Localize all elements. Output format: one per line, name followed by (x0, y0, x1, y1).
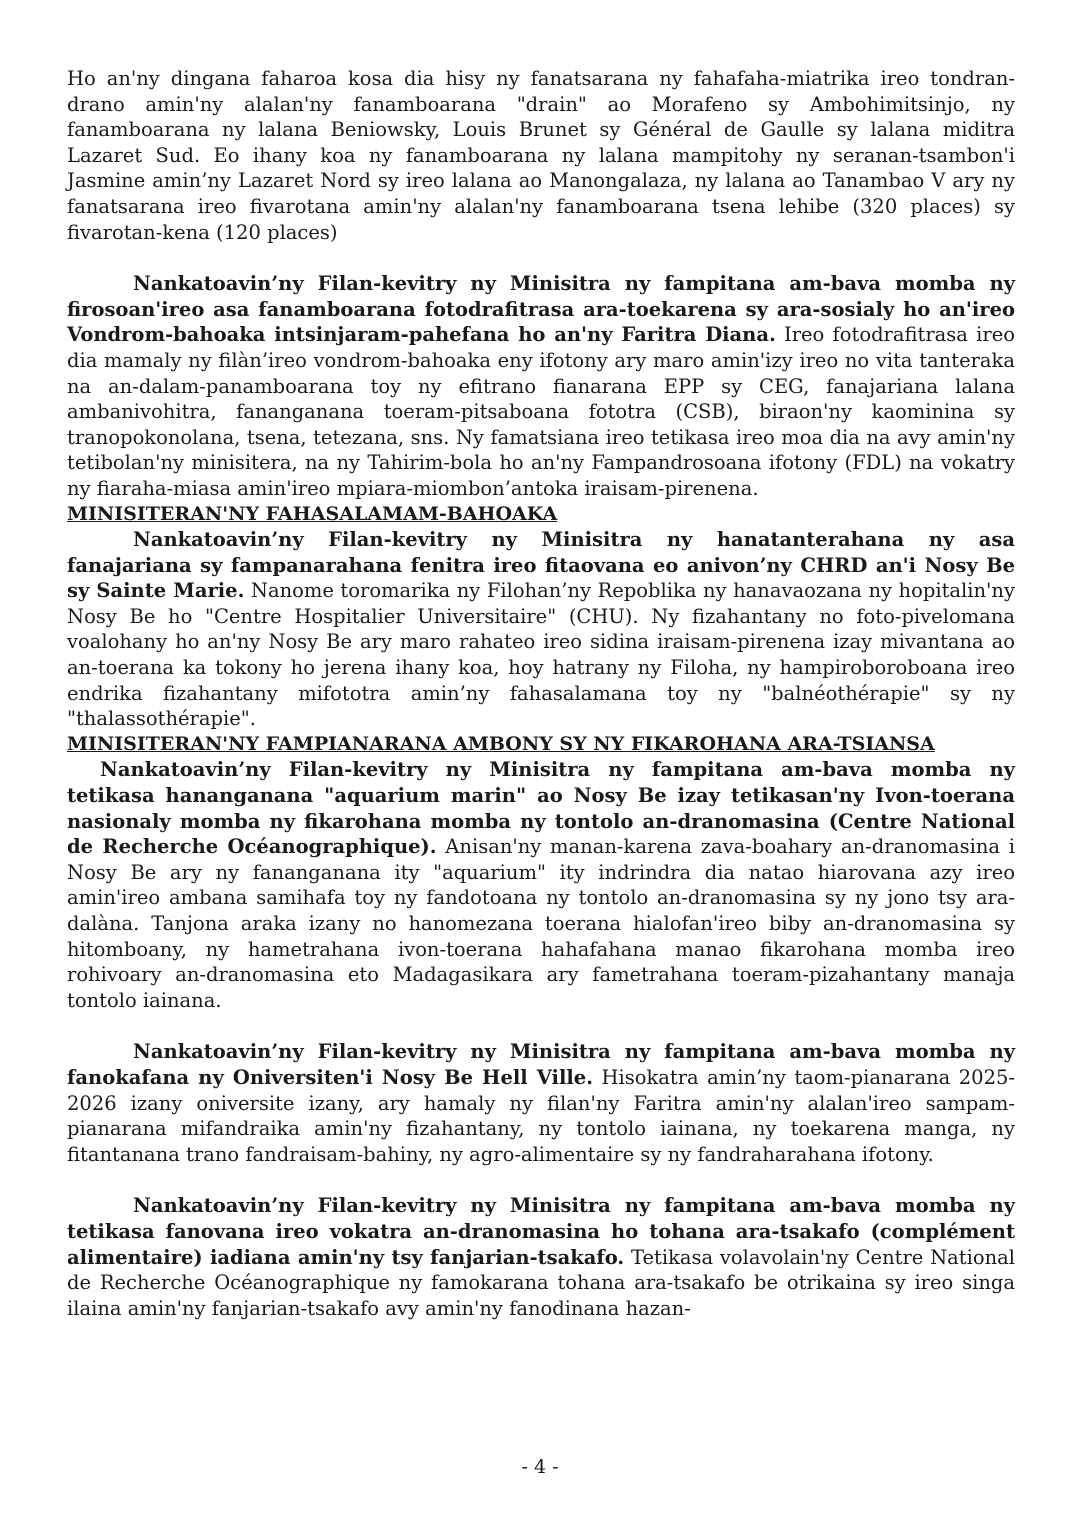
paragraph-lead: Nankatoavin’ny Filan-kevitry ny Minisitra ny fampitana am-bava momba ny tetikasa fanovana ireo vokatra an-dranomasina ho tohana ara-tsakafo (complément alimentaire) iadiana amin'ny tsy fanjarian-tsakafo. (67, 1194, 1015, 1269)
paragraph-aquarium (67, 757, 1015, 1013)
paragraph-lead: Nankatoavin’ny Filan-kevitry ny Minisitra ny hanatanterahana ny asa fanajariana sy fampanarahana fenitra ireo fitaovana eo anivon’ny CHRD an'i Nosy Be sy Sainte Marie. (67, 528, 1015, 603)
document-page (67, 66, 1015, 1321)
paragraph-lead: Nankatoavin’ny Filan-kevitry ny Minisitra ny fampitana am-bava momba ny firosoan'ireo asa fanamboarana fotodrafitrasa ara-toekarena sy ara-sosialy ho an'ireo Vondrom-bahoaka intsinjaram-pahefana ho an'ny Faritra Diana. (67, 272, 1015, 347)
paragraph-chrd (67, 527, 1015, 732)
paragraph-food-supplement (67, 1193, 1015, 1321)
paragraph-university (67, 1039, 1015, 1167)
paragraph-body: Tetikasa volavolain'ny Centre National de Recherche Océanographique ny famokarana tohana ara-tsakafo be otrikaina sy ireo singa ilaina amin'ny fanjarian-tsakafo avy amin'ny fanodinana hazan- (67, 1245, 1015, 1320)
page-number: - 4 - (521, 1456, 559, 1478)
paragraph-body: Ho an'ny dingana faharoa kosa dia hisy ny fanatsarana ny fahafaha-miatrika ireo tondran-drano amin'ny alalan'ny fanamboarana "drain" ao Morafeno sy Ambohimitsinjo, ny fanamboarana ny lalana Beniowsky, Louis Brunet sy Général de Gaulle sy lalana miditra Lazaret Sud. Eo ihany koa ny fanamboarana ny lalana mampitohy ny seranan-tsambon'i Jasmine amin’ny Lazaret Nord sy ireo lalana ao Manongalaza, ny lalana ao Tanambao V ary ny fanatsarana ireo fivarotana amin'ny alalan'ny fanamboarana tsena lehibe (320 places) sy fivarotan-kena (120 places) (67, 67, 1015, 244)
paragraph-body: Anisan'ny manan-karena zava-boahary an-dranomasina i Nosy Be ary ny fananganana ity "aquarium" ity indrindra dia natao hiarovana azy ireo amin'ireo ambana samihafa toy ny fandotoana ny tontolo an-dranomasina sy ny jono tsy ara-dalàna. Tanjona araka izany no hanomezana toerana hialofan'ireo biby an-dranomasina sy hitomboany, ny hametrahana ivon-toerana hahafahana manao fikarohana momba ireo rohivoary an-dranomasina eto Madagasikara ary fametrahana toeram-pizahantany manaja tontolo iainana. (67, 835, 1015, 1012)
paragraph-lead: Nankatoavin’ny Filan-kevitry ny Minisitra ny fampitana am-bava momba ny fanokafana ny Oniversiten'i Nosy Be Hell Ville. (67, 1040, 1015, 1089)
paragraph-drainage (67, 66, 1015, 245)
paragraph-body: Nanome toromarika ny Filohan’ny Repoblika ny hanavaozana ny hopitalin'ny Nosy Be ho "Centre Hospitalier Universitaire" (CHU). Ny fizahantany no foto-pivelomana voalohany ho an'ny Nosy Be ary maro rahateo ireo sidina iraisam-pirenena izay mivantana ao an-toerana ka tokony ho jerena ihany koa, hoy hatrany ny Filoha, ny hampiroboroboana ireo endrika fizahantany mifototra amin’ny fahasalamana toy ny "balnéothérapie" sy ny "thalassothérapie". (67, 579, 1015, 731)
paragraph-body: Hisokatra amin’ny taom-pianarana 2025-2026 izany oniversite izany, ary hamaly ny filan'ny Faritra amin'ny alalan'ireo sampam-pianarana mifandraika amin'ny fizahantany, ny tontolo iainana, ny toekarena manga, ny fitantanana trano fandraisam-bahiny, ny agro-alimentaire sy ny fandraharahana ifotony. (67, 1065, 1015, 1166)
paragraph-lead: Nankatoavin’ny Filan-kevitry ny Minisitra ny fampitana am-bava momba ny tetikasa hananganana "aquarium marin" ao Nosy Be izay tetikasan'ny Ivon-toerana nasionaly momba ny fikarohana momba ny tontolo an-dranomasina (Centre National de Recherche Océanographique). (67, 758, 1015, 859)
section-heading-health: MINISITERAN'NY FAHASALAMAM-BAHOAKA (67, 502, 558, 525)
paragraph-body: Ireo fotodrafitrasa ireo dia mamaly ny filàn’ireo vondrom-bahoaka eny ifotony ary maro amin'izy ireo no vita tanteraka na an-dalam-panamboarana toy ny efitrano fianarana EPP sy CEG, fanajariana lalana ambanivohitra, fananganana toeram-pitsaboana fototra (CSB), biraon'ny kaominina sy tranopokonolana, tsena, tetezana, sns. Ny famatsiana ireo tetikasa ireo moa dia na avy amin'ny tetibolan'ny minisitera, na ny Tahirim-bola ho an'ny Fampandrosoana ifotony (FDL) na vokatry ny fiaraha-miasa amin'ireo mpiara-miombon’antoka iraisam-pirenena. (67, 323, 1015, 500)
paragraph-infrastructure (67, 271, 1015, 501)
section-heading-higher-education: MINISITERAN'NY FAMPIANARANA AMBONY SY NY FIKAROHANA ARA-TSIANSA (67, 732, 935, 755)
